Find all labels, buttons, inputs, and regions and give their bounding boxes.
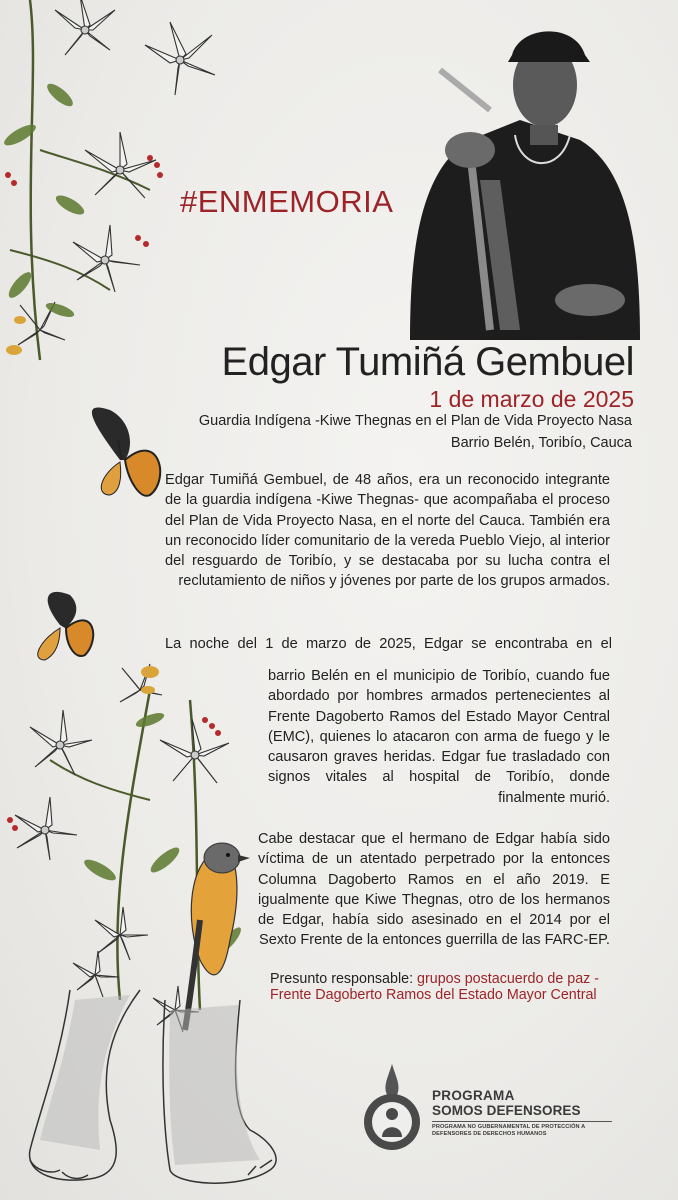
butterfly-upper [92, 407, 160, 495]
victim-name: Edgar Tumiñá Gembuel [221, 340, 634, 384]
responsible-label: Presunto responsable: [270, 971, 414, 987]
responsible-block [270, 972, 615, 1003]
biography-paragraph: Edgar Tumiñá Gembuel, de 48 años, era un reconocido integrante de la guardia indígena -Kiwe Thegnas- que acompañaba el proceso del Plan de Vida Proyecto Nasa, en el norte del Cauca. También era un reconocido líder comunitario de la vereda Pueblo Viejo, al interior del resguardo de Toribío, y se destacaba por su lucha contra el reclutamiento de niños y jóvenes por parte de los grupos armados. [165, 472, 610, 590]
portrait-photo [410, 31, 640, 340]
victim-role: Guardia Indígena -Kiwe Thegnas en el Plan de Vida Proyecto Nasa [198, 413, 632, 429]
logo-line-program: PROGRAMA [432, 1088, 515, 1103]
butterfly-lower [38, 592, 93, 660]
event-date: 1 de marzo de 2025 [429, 386, 634, 412]
incident-paragraph-first-line: La noche del 1 de marzo de 2025, Edgar se encontraba en el [165, 636, 612, 652]
event-location: Barrio Belén, Toribío, Cauca [450, 435, 632, 451]
logo-tagline: PROGRAMA NO GUBERNAMENTAL DE PROTECCIÓN A DEFENSORES DE DERECHOS HUMANOS [432, 1121, 612, 1138]
organization-logo-text [432, 1088, 612, 1138]
top-left-flowers [10, 0, 215, 360]
context-paragraph: Cabe destacar que el hermano de Edgar había sido víctima de un atentado perpetrado por la entonces Columna Dagoberto Ramos en el año 2019. E igualmente que Kiwe Thegnas, otro de los hermanos de Edgar, había sido asesinado en el 2014 por el Sexto Frente de la entonces guerrilla de las FARC-EP. [258, 831, 610, 949]
incident-paragraph: barrio Belén en el municipio de Toribío, cuando fue abordado por hombres armados pertenecientes al Frente Dagoberto Ramos del Estado Mayor Central (EMC), quienes lo atacaron con arma de fuego y le causaron graves heridas. Edgar fue trasladado con signos vitales al hospital de Toribío, donde finalmente murió. [268, 668, 610, 806]
responsible-value: grupos postacuerdo de paz - Frente Dagoberto Ramos del Estado Mayor Central [270, 971, 600, 1003]
bottom-flowers [15, 664, 229, 1032]
logo-line-name: SOMOS DEFENSORES [432, 1103, 581, 1118]
hashtag-title: #ENMEMORIA [180, 184, 394, 219]
somos-defensores-logo-icon [360, 1062, 424, 1152]
